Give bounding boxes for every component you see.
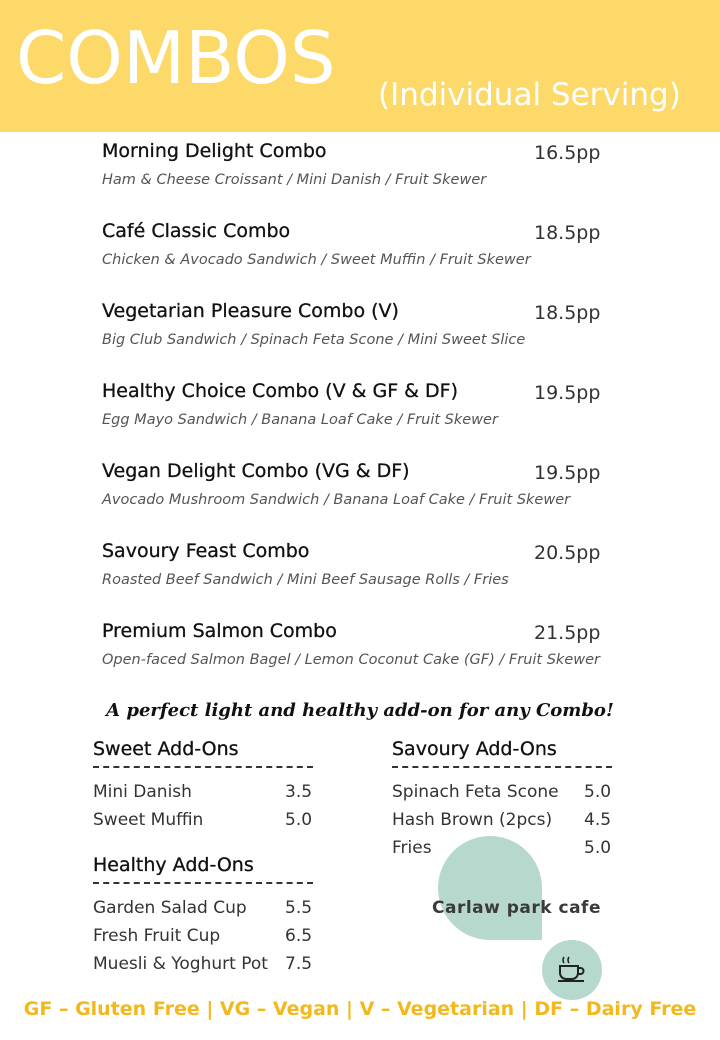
combo-description: Open-faced Salmon Bagel / Lemon Coconut Cake (GF) / Fruit Skewer [102, 652, 600, 668]
healthy-addons-divider [93, 882, 313, 884]
addon-price: 5.5 [285, 898, 313, 918]
combo-price: 21.5pp [534, 622, 601, 644]
combo-price: 20.5pp [534, 542, 601, 564]
savoury-addons-heading: Savoury Add-Ons [392, 738, 557, 760]
addon-price: 5.0 [285, 810, 313, 830]
combo-description: Egg Mayo Sandwich / Banana Loaf Cake / Fruit Skewer [102, 412, 498, 428]
combo-description: Roasted Beef Sandwich / Mini Beef Sausage Rolls / Fries [102, 572, 509, 588]
combo-description: Chicken & Avocado Sandwich / Sweet Muffin / Fruit Skewer [102, 252, 531, 268]
combo-name: Vegan Delight Combo (VG & DF) [102, 460, 410, 482]
addon-tagline: A perfect light and healthy add-on for any Combo! [106, 700, 614, 721]
coffee-cup-icon [557, 955, 587, 983]
combo-item [102, 218, 622, 298]
healthy-addons-heading: Healthy Add-Ons [93, 854, 254, 876]
addon-label: Fresh Fruit Cup [93, 926, 221, 946]
combo-item [102, 378, 622, 458]
sweet-addons-divider [93, 766, 313, 768]
addon-price: 6.5 [285, 926, 313, 946]
addon-price: 7.5 [285, 954, 313, 974]
combo-name: Café Classic Combo [102, 220, 291, 242]
addon-price: 5.0 [584, 782, 612, 802]
page-subtitle: (Individual Serving) [378, 77, 681, 113]
combo-price: 18.5pp [534, 222, 601, 244]
combo-price: 19.5pp [534, 382, 601, 404]
combo-name: Healthy Choice Combo (V & GF & DF) [102, 380, 459, 402]
combo-price: 16.5pp [534, 142, 601, 164]
page-title: COMBOS [16, 16, 336, 100]
addon-label: Garden Salad Cup [93, 898, 247, 918]
addon-price: 4.5 [584, 810, 612, 830]
addon-label: Sweet Muffin [93, 810, 204, 830]
combo-description: Ham & Cheese Croissant / Mini Danish / Fruit Skewer [102, 172, 487, 188]
logo-blob-shape [438, 836, 542, 940]
addon-label: Mini Danish [93, 782, 192, 802]
cafe-logo-text: Carlaw park cafe [432, 898, 601, 918]
combo-item [102, 538, 622, 618]
addon-label: Spinach Feta Scone [392, 782, 559, 802]
combo-price: 18.5pp [534, 302, 601, 324]
combo-name: Savoury Feast Combo [102, 540, 310, 562]
dietary-legend: GF – Gluten Free | VG – Vegan | V – Vegetarian | DF – Dairy Free [23, 998, 697, 1020]
addon-label: Hash Brown (2pcs) [392, 810, 553, 830]
addon-price: 3.5 [285, 782, 313, 802]
combo-description: Big Club Sandwich / Spinach Feta Scone / Mini Sweet Slice [102, 332, 526, 348]
combo-name: Vegetarian Pleasure Combo (V) [102, 300, 399, 322]
combo-name: Premium Salmon Combo [102, 620, 337, 642]
savoury-addons-divider [392, 766, 612, 768]
combo-description: Avocado Mushroom Sandwich / Banana Loaf Cake / Fruit Skewer [102, 492, 571, 508]
addon-price: 5.0 [584, 838, 612, 858]
combo-item [102, 618, 622, 698]
addon-label: Muesli & Yoghurt Pot [93, 954, 268, 974]
header-banner [0, 0, 720, 132]
combo-item [102, 458, 622, 538]
addon-label: Fries [392, 838, 432, 858]
combo-item [102, 298, 622, 378]
combo-item [102, 138, 622, 218]
combo-list [102, 138, 622, 698]
combo-name: Morning Delight Combo [102, 140, 327, 162]
combo-price: 19.5pp [534, 462, 601, 484]
sweet-addons-heading: Sweet Add-Ons [93, 738, 239, 760]
